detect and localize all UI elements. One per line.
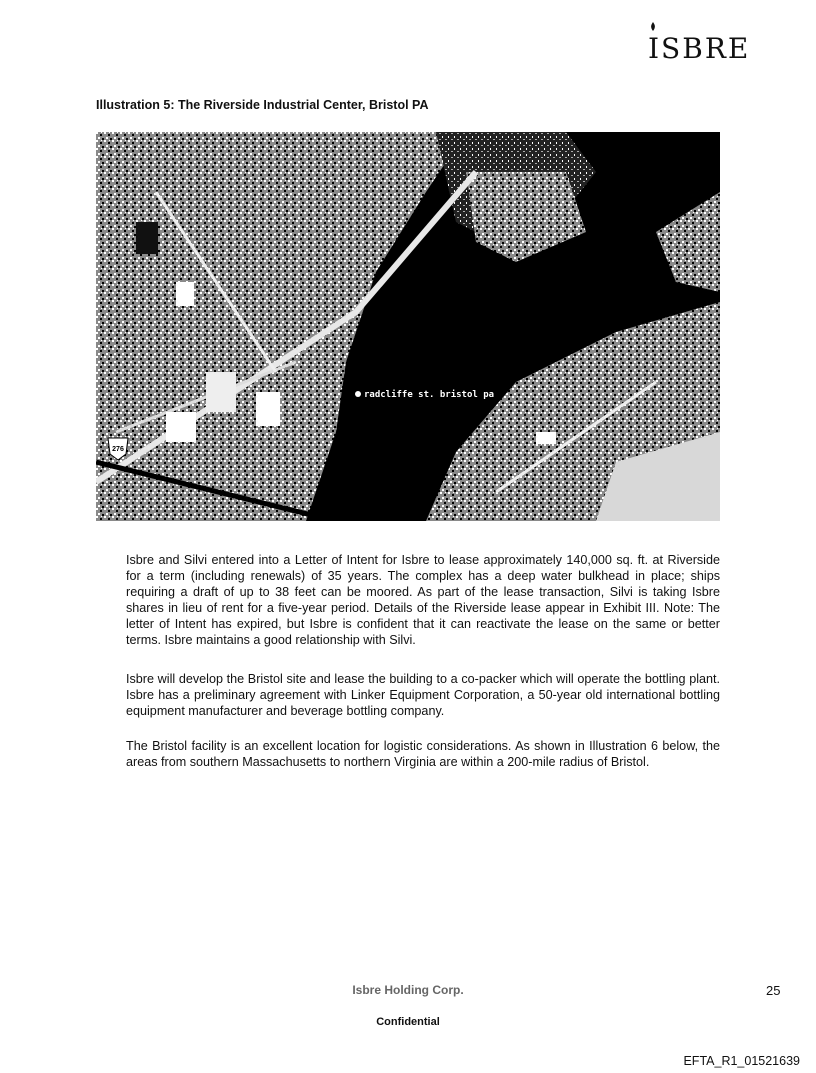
logo-text: ISBRE bbox=[648, 32, 751, 65]
document-id: EFTA_R1_01521639 bbox=[683, 1054, 800, 1068]
location-marker-icon bbox=[355, 391, 361, 397]
page-number: 25 bbox=[766, 983, 781, 998]
confidential-label: Confidential bbox=[376, 1016, 440, 1028]
paragraph-logistics: The Bristol facility is an excellent location for logistic considerations. As shown in Illustration 6 below, the areas from southern Massachusetts to northern Virginia are within a 200-mile radius of Bristol. bbox=[126, 739, 720, 769]
land-west bbox=[96, 132, 466, 521]
aerial-map-image bbox=[96, 132, 720, 521]
illustration-caption: Illustration 5: The Riverside Industrial Center, Bristol PA bbox=[96, 98, 429, 112]
isbre-logo bbox=[648, 22, 751, 72]
map-location-label: radcliffe st. bristol pa bbox=[364, 390, 495, 400]
flame-icon bbox=[650, 22, 656, 31]
highway-number: 276 bbox=[112, 446, 124, 453]
paragraph-lease: Isbre and Silvi entered into a Letter of Intent for Isbre to lease approximately 140,000 sq. ft. at Riverside for a term (including renewals) of 35 years. The complex has a deep water bulkhead in place; ships requiring a draft of up to 38 feet can be moored. As part of the lease transaction, Silvi is taking Isbre shares in lieu of rent for a five-year period. Details of the Riverside lease appear in Exhibit III. Note: The letter of Intent has expired, but Isbre is confident that it can reactivate the lease on the same or better terms. Isbre maintains a good relationship with Silvi. bbox=[126, 553, 720, 647]
paragraph-development: Isbre will develop the Bristol site and lease the building to a co-packer which will operate the bottling plant. Isbre has a preliminary agreement with Linker Equipment Corporation, a 50-year old international bottling equipment manufacturer and beverage bottling company. bbox=[126, 672, 720, 718]
footer-company: Isbre Holding Corp. bbox=[352, 983, 464, 997]
